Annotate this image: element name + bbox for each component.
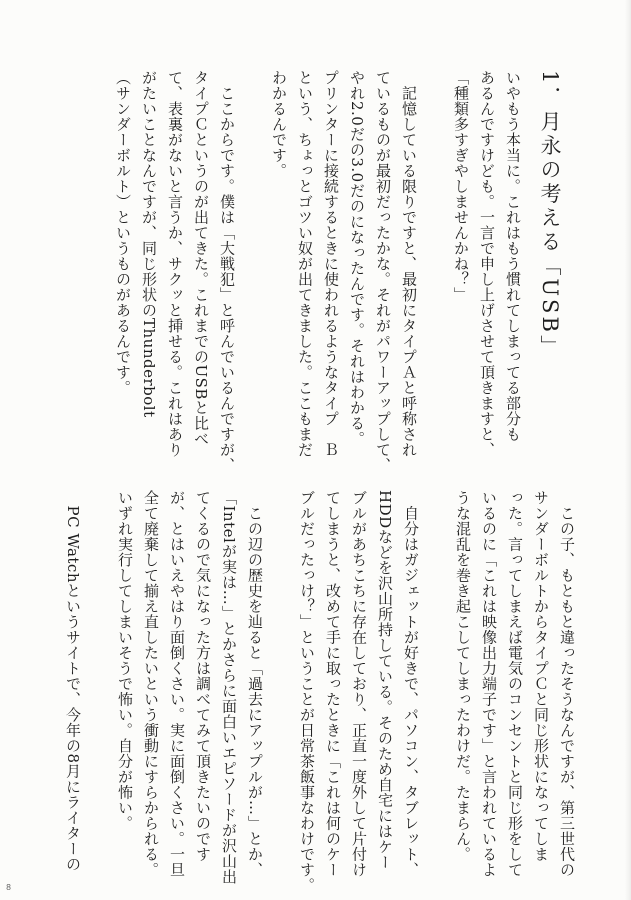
page-number: 8 xyxy=(6,883,12,892)
page-edge-shadow xyxy=(625,0,631,900)
upper-text-block: いやもう本当に。これはもう慣れてしまってる部分も あるんですけども。一言で申し上げさせて頂きますと、 「種類多すぎやしませんかね？」 記憶している限りですと、最初にタイプＡと呼称され ているものが最初だったかな。それがパワーアップして、 やれ2.0だの3.0だのになったんです。それはわかる。 プリンターに接続するときに使われるようなタイプ Ｂ という、ちょっとゴツい奴が出てきました。ここもまだ わかるんです。 ここからです。僕は「大戦犯」と呼んでいるんですが、 タイプＣというのが出てきた。これまでのUSBと比べ て、表裏がないと言うか、サクッと挿せる。これはあり がたいことなんですが、同じ形状のThunderbolt （サンダーボルト）というものがあるんです。 xyxy=(114,70,522,473)
section-heading: 1．月永の考える「USB」 xyxy=(538,70,562,359)
lower-text-block: この子、もともと違ったそうなんですが、第三世代の サンダーボルトからタイプＣと同じ形状になってしま った。言ってしまえば電気のコンセントと同じ形をして いるのに「これは映像出力端子です」と言われているよ うな混乱を巻き起こしてしまったわけだ。たまらん。 自分はガジェットが好きで、パソコン、タブレット、 HDDなどを沢山所持している。そのため自宅にはケー ブルがあちこちに存在しており、正直一度外して片付け てしまうと、改めて手に取ったときに「これは何のケー ブルだったっけ？」ということが日常茶飯事なわけです。 この辺の歴史を辿ると「過去にアップルが…」とか、 「Intelが実は…」とかさらに面白いエピソードが沢山出 てくるので気になった方は調べてみて頂きたいのです が、とはいえやはり面倒くさい。実に面倒くさい。一旦 全て廃棄して揃え直したいという衝動にすらかられる。 いずれ実行してしまいそうで怖い。自分が怖い。 PC Watchというサイトで、今年の8月にライターの xyxy=(64,490,576,893)
